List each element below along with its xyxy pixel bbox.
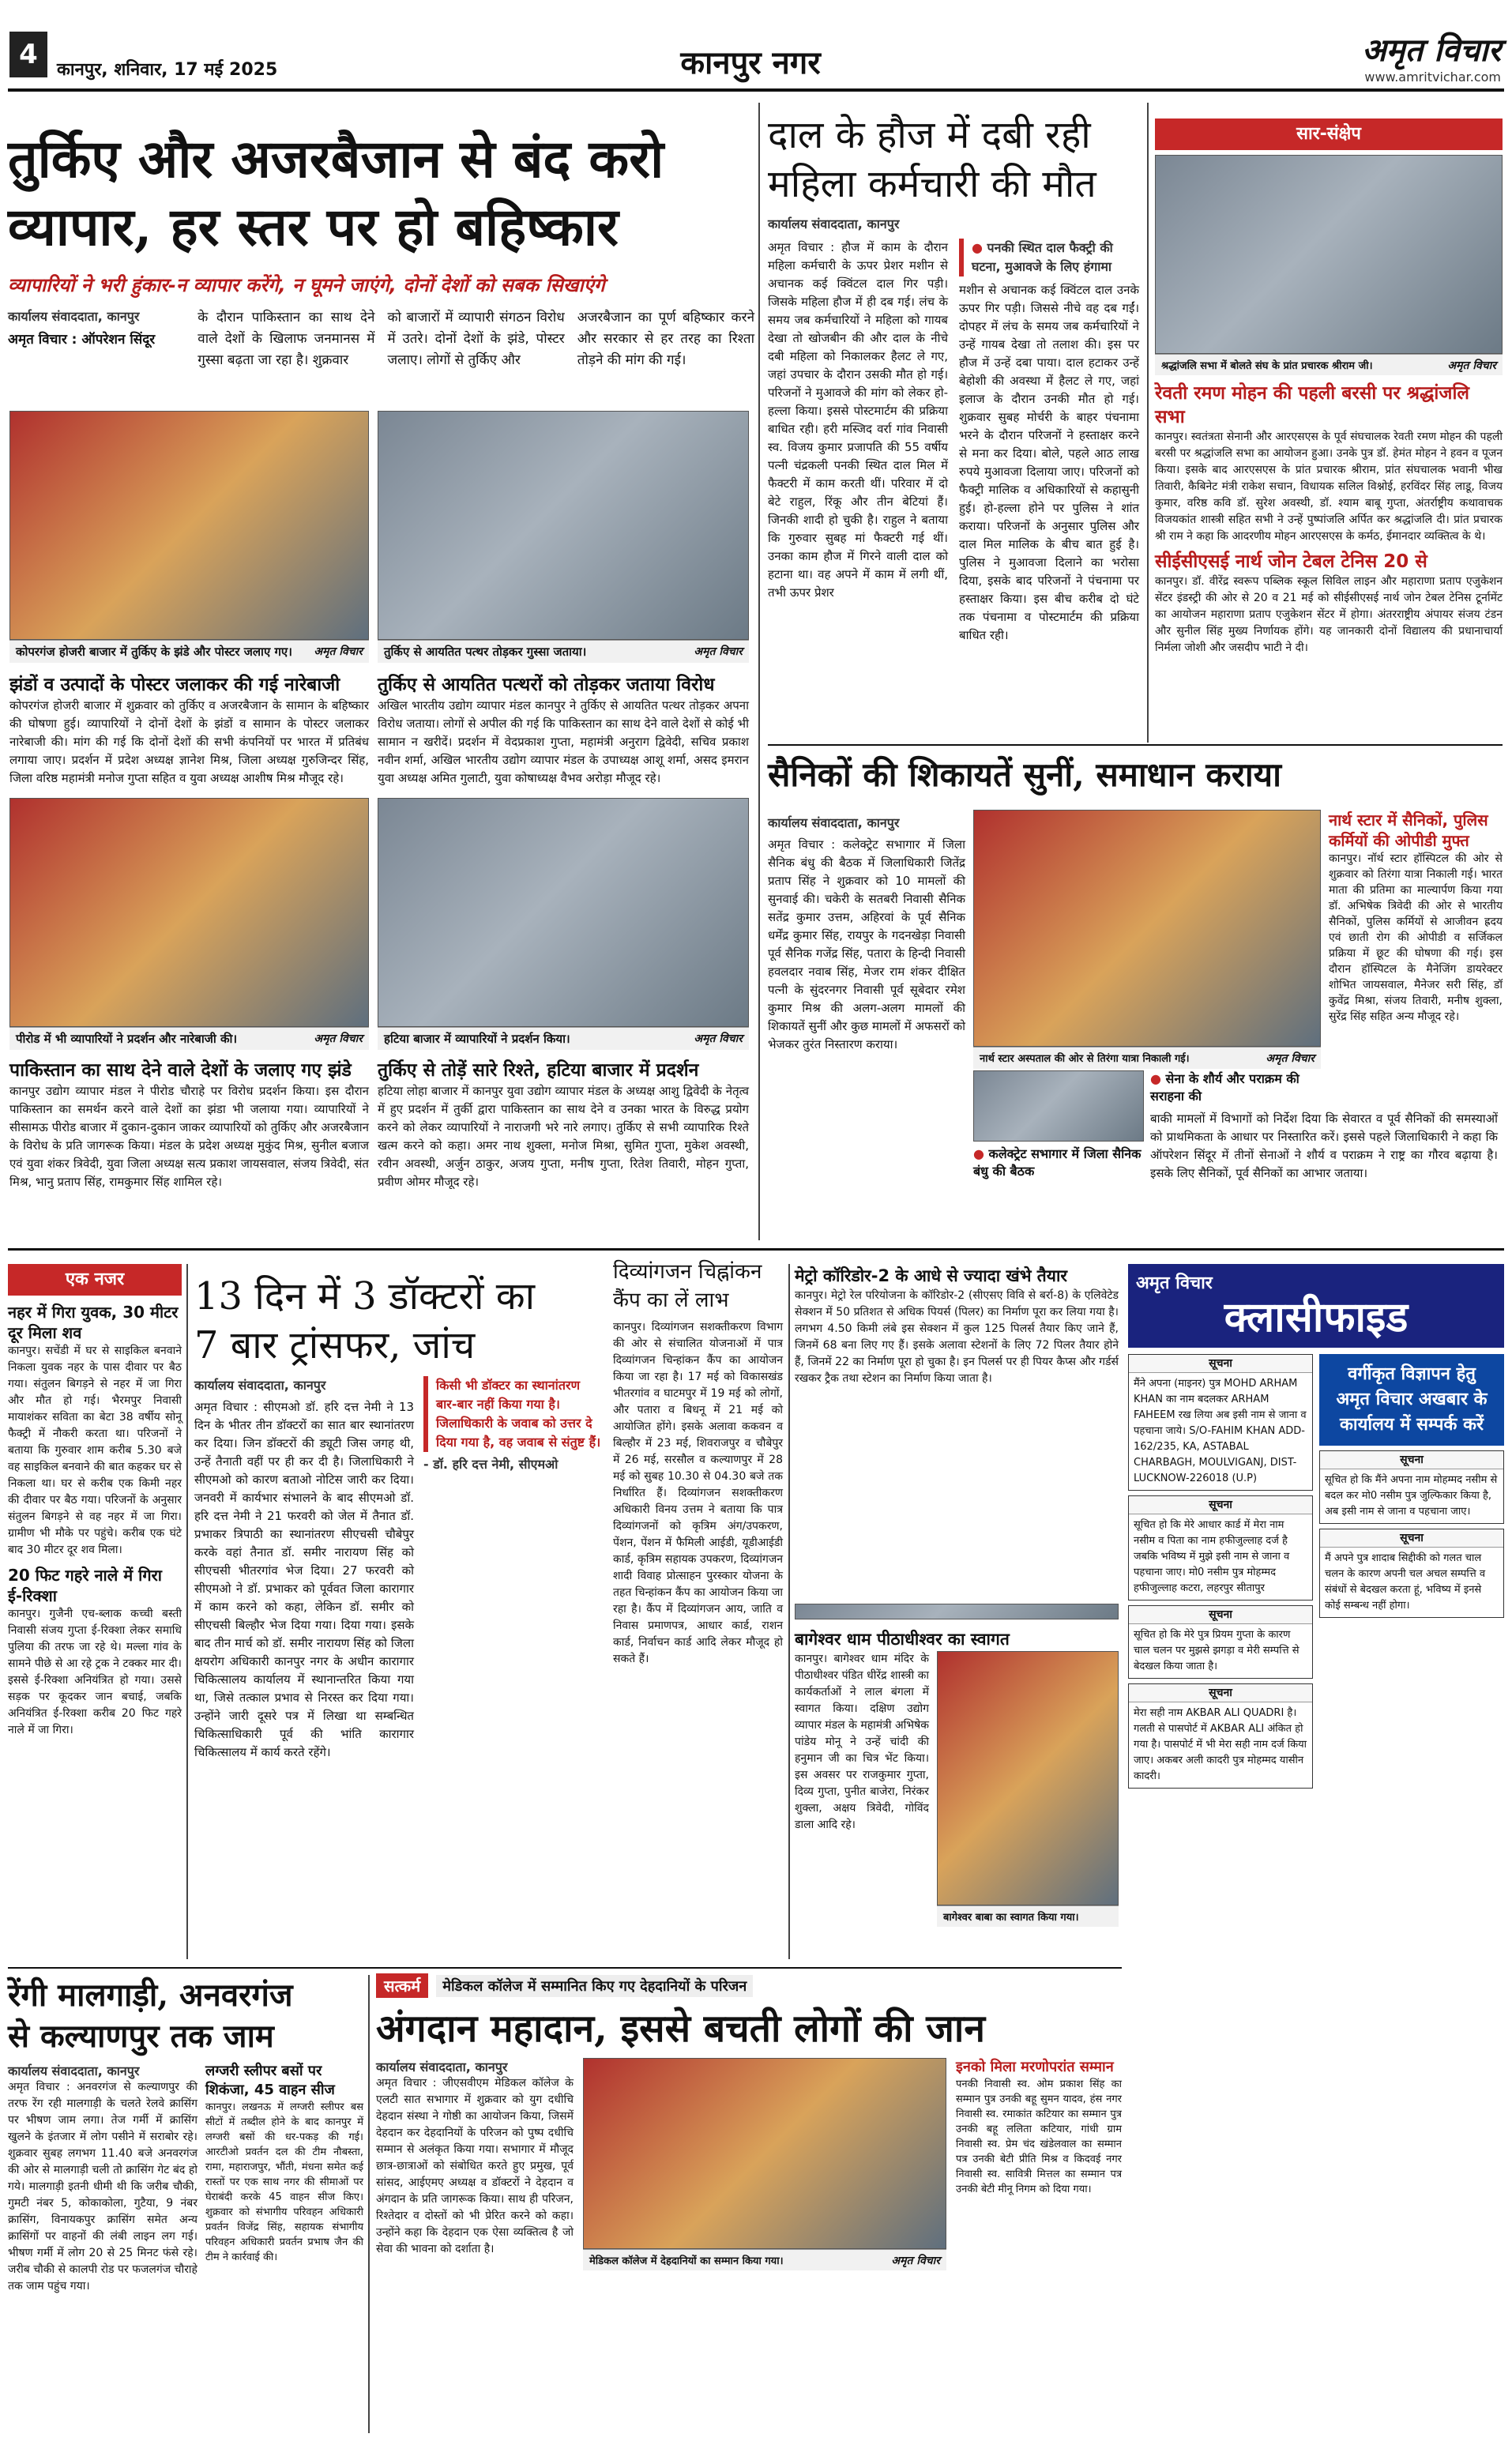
classified-notice: सूचना मैंने अपना (माइनर) पुत्र MOHD ARHAM KHAN का नाम बदलकर ARHAM FAHEEM रख लिया अब इसी नाम से जाना व पहचाना जाये। S/O-FAHIM KHAN ADD-162/235, KA, ASTABAL CHARBAGH, MOULVIGANJ, DIST-LUCKNOW-226018 (U.P) [1128,1354,1313,1491]
turkey-col3: को बाजारों में व्यापारी संगठन विरोध में उतरे। दोनों देशों के झंडे, पोस्टर जलाए। लोगों से तुर्किए और [387,310,565,368]
column-divider [788,1264,790,1959]
photo-sainik-bandhu-meeting [973,1070,1144,1142]
photo-shraddhanjali [1155,155,1503,354]
angdaan-story [376,1973,1122,2441]
photo-peerroad-caption: अमृत विचार पीरोड में भी व्यापारियों ने प्रदर्शन और नारेबाजी की। [9,1027,369,1050]
angdaan-text: अमृत विचार : जीएसवीएम मेडिकल कॉलेज के एलटी सात सभागार में शुक्रवार को युग दधीचि देहदान संस्था ने गोष्ठी का आयोजन किया, जिसमें देहदान कर देहदानियों के परिजन को पुष्प दधीचि सम्मान से अलंकृत किया गया। सभागार में मौजूद छात्र-छात्राओं को संबोधित करते हुए प्रमुख, पूर्व सांसद, आईएमए अध्यक्ष व डॉक्टरों ने देहदान व अंगदान के प्रति जागरूक किया। साथ ही परिजन, रिश्तेदार व दोस्तों को भी प्रेरित करने को कहा। उन्होंने कहा कि देहदान एक ऐसा व्यक्तित्व है जो सेवा की भावना को दर्शाता है। [376,2077,574,2255]
sainik-headline: सैनिकों की शिकायतें सुनीं, समाधान कराया [768,755,1281,794]
bageshwar-story [795,1627,1119,1959]
ek-nazar-item1-title: नहर में गिरा युवक, 30 मीटर दूर मिला शव [8,1303,179,1342]
ek-nazar-head: एक नजर [8,1264,182,1296]
turkey-col2: के दौरान पाकिस्तान का साथ देने वाले देशों के खिलाफ जनमानस में गुस्सा बढ़ता जा रहा है। शुक्रवार [197,310,375,368]
malgadi-headline-2: से कल्याणपुर तक जाम [8,2018,274,2055]
classified-notice: सूचना सूचित हो कि मेरे आधार कार्ड में मेरा नाम नसीम व पिता का नाम हफीजुल्लाह दर्ज है जबकि भविष्य में मुझे इसी नाम से जाना व पहचाना जाए। मो0 नसीम पुत्र मोहम्मद हफीजुल्लाह कटरा, लहरपुर सीतापुर [1128,1495,1313,1601]
dal-pull-quote: ● पनकी स्थित दाल फैक्ट्री की घटना, मुआवजे के लिए हंगामा [959,239,1139,276]
dal-text-1: अमृत विचार : हौज में काम के दौरान महिला कर्मचारी के ऊपर प्रेशर मशीन से अचानक कई क्विंटल दाल गिर पड़ी। जिसके महिला हौज में ही दब गई। लंच के समय जब कर्मचारियों ने महिला को गायब देखा तो खोजबीन की और दाल के नीचे दबी महिला को निकालकर हैलट ले गए, जहां उपचार के दौरान उसकी मौत हो गई। परिजनों ने मुआवजे की मांग को लेकर हो-हल्ला किया। इससे पोस्टमार्टम की प्रक्रिया बाधित रही। हरी मस्जिद वर्रा गांव निवासी स्व. विजय कुमार प्रजापति की 55 वर्षीय पत्नी चंद्रकली पनकी स्थित दाल मिल में फैक्टरी में काम करती थीं। परिवार में दो बेटे राहुल, रिंकू और तीन बेटियां हैं। जिनकी शादी हो चुकी है। राहुल ने बताया कि गुरुवार सुबह मां फैक्टरी गई थीं। उनका काम हौज में गिरने वाली दाल को हटाना था। वह अपने में काम में लगी थीं, तभी ऊपर प्रेशर [768,240,948,600]
dal-headline-2: महिला कर्मचारी की मौत [768,162,1096,206]
sainik-byline: कार्यालय संवाददाता, कानपुर [768,815,900,830]
classified-notice: सूचना सूचित हो कि मैंने अपना नाम मोहम्मद नसीम से बदल कर मो0 नसीम पुत्र जुल्फिकार किया है, अब इसी नाम से जाना व पहचाना जाए। [1319,1450,1504,1524]
sub4-text: हटिया लोहा बाजार में कानपुर युवा उद्योग व्यापार मंडल के अध्यक्ष आशु द्विवेदी के नेतृत्व में हुए प्रदर्शन में तुर्की द्वारा पाकिस्तान का साथ देने व उनका भारत के विरुद्ध प्रयोग करने को लेकर व्यापारियों ने नाराजगी भरे नारे लगाए। तुर्किए से सभी व्यापारिक रिश्ते खत्म करने को कहा। अमर नाथ शुक्ला, मनोज मिश्रा, सुमित गुप्ता, मुकेश अवस्थी, रवीन अवस्थी, अर्जुन ठाकुर, अजय गुप्ता, मनीष गुप्ता, रितेश तिवारी, मोहन गुप्ता, प्रवीण ओमर मौजूद रहे। [378,1084,749,1189]
turkey-lead: अमृत विचार : ऑपरेशन सिंदूर [8,332,156,348]
divyang-story [613,1248,783,1959]
photo-stone-break-caption: अमृत विचार तुर्किए से आयतित पत्थर तोड़कर गुस्सा जताया। [378,640,749,663]
doctors-quote: किसी भी डॉक्टर का स्थानांतरण बार-बार नहीं किया गया है। जिलाधिकारी के जवाब को उत्तर दे दिया गया है, वह जवाब से संतुष्ट हैं। [423,1376,605,1452]
date-line: कानपुर, शनिवार, 17 मई 2025 [57,60,278,80]
saar-head: सार-संक्षेप [1155,118,1503,150]
photo-koparganj-protest [9,411,369,640]
metro-story [795,1264,1119,1596]
brand-url[interactable]: www.amritvichar.com [1364,70,1501,85]
opd-title: नार्थ स्टार में सैनिकों, पुलिस कर्मियों की ओपीडी मुफ्त [1329,811,1488,850]
sub2-text: अखिल भारतीय उद्योग व्यापार मंडल कानपुर ने तुर्किए से आयतित पत्थर तोड़कर अपना विरोध जताया। लोगों से अपील की गई कि पाकिस्तान का साथ देने वाले देशों से कोई भी सामान न खरीदें। प्रदर्शन में वेदप्रकाश गुप्ता, महामंत्री अनुराग द्विवेदी, सचिव प्रकाश नवीन शर्मा, अखिल भारतीय उद्योग व्यापार मंडल के उपाध्यक्ष आशू शर्मा, असद इमरान युवा अध्यक्ष अमित गुलाटी, युवा कोषाध्यक्ष वैभव अरोड़ा मौजूद रहे। [378,698,749,785]
malgadi-headline-1: रेंगी मालगाड़ी, अनवरगंज [8,1977,293,2014]
angdaan-tag: सत्कर्म [376,1973,428,1998]
saar-sankshep [1155,118,1503,743]
classified-notice: सूचना सूचित हो कि मेरे पुत्र प्रियम गुप्ता के कारण चाल चलन पर मुझसे झगड़ा व मेरी सम्पत्ति से बेदखल किया जाता है। [1128,1605,1313,1679]
doctors-story [194,1272,605,1967]
opd-text: कानपुर। नॉर्थ स्टार हॉस्पिटल की ओर से शुक्रवार को तिरंगा यात्रा निकाली गई। भारत माता की प्रतिमा का माल्यार्पण किया गया डॉ. अभिषेक त्रिवेदी की ओर से भारतीय सैनिकों, पुलिस कर्मियों से आजीवन ह्रदय एवं छाती रोग की ओपीडी व सर्जिकल प्रक्रिया में छूट की घोषणा की गई। इस दौरान हॉस्पिटल के मैनेजिंग डायरेक्टर शोभित जायसवाल, मैनेजर सरी सिंह, डॉ कुवेंद्र मिश्रा, संजय तिवारी, मनीष शुक्ला, सुरेंद्र सिंह सहित अन्य मौजूद रहे। [1329,852,1503,1023]
doctors-byline: कार्यालय संवाददाता, कानपुर [194,1378,326,1393]
column-divider [758,103,760,1240]
saar-item2-title: सीईसीएसई नार्थ जोन टेबल टेनिस 20 से [1155,551,1427,572]
metro-headline: मेट्रो कॉरिडोर-2 के आधे से ज्यादा खंभे तैयार [795,1266,1067,1285]
angdaan-byline: कार्यालय संवाददाता, कानपुर [376,2059,508,2074]
photo-hatia-caption: अमृत विचार हटिया बाजार में व्यापारियों ने प्रदर्शन किया। [378,1027,749,1050]
header-rule [8,88,1504,92]
sleeper-bus-text: कानपुर। लखनऊ में लग्जरी स्लीपर बस सीटों में तब्दील होने के बाद कानपुर में लग्जरी बसों की धर-पकड़ की गई। आरटीओ प्रवर्तन दल की टीम नौबस्ता, रामा, महाराजपुर, भौंती, मंधना समेत कई रास्तों पर एक साथ नगर की सीमाओं पर घेराबंदी करके 45 वाहन सीज किए। शुक्रवार को संभागीय परिवहन अधिकारी प्रवर्तन विजेंद्र सिंह, सहायक संभागीय परिवहन अधिकारी प्रवर्तन प्रभाष जैन की टीम ने कार्रवाई की। [205,2101,363,2263]
sub1-text: कोपरगंज होजरी बाजार में शुक्रवार को तुर्किए व अजरबैजान के सामान के बहिष्कार की घोषणा हुई। व्यापारियों ने दोनों देशों के झंडों व सामान के पोस्टर जलाकर नारेबाजी की। मांग की गई कि दोनों देशों की सभी कंपनियों पर भारत में प्रतिबंध लगाया जाए। प्रदर्शन में प्रदेश अध्यक्ष ज्ञानेश मिश्र, जिला अध्यक्ष गुरुजिन्दर सिंह, जिला वरिष्ठ महामंत्री मनोज गुप्ता सहित व युवा अध्यक्ष आशीष मिश्र मौजूद रहे। [9,698,369,785]
opd-photo-caption: अमृत विचार नार्थ स्टार अस्पताल की ओर से तिरंगा यात्रा निकाली गई। [973,1047,1321,1069]
section-rule [8,1967,1122,1969]
photo-metro-pillars [795,1604,1119,1619]
angdaan-kicker: मेडिकल कॉलेज में सम्मानित किए गए देहदानियों के परिजन [436,1975,753,1997]
malgadi-text: अमृत विचार : अनवरगंज से कल्याणपुर की तरफ रेंग रही मालगाड़ी के चलते रेलवे क्रासिंग पर भीषण जाम लगा। तेज गर्मी में क्रासिंग खुलने के इंतजार में लोग पसीने में सराबोर रहे। शुक्रवार सुबह लगभग 11.40 बजे अनवरगंज की ओर से मालगाड़ी चली तो क्रासिंग गेट बंद हो गये। मालगाड़ी इतनी धीमी थी कि जरीब चौकी, गुमटी नंबर 5, कोकाकोला, गुटैया, 9 नंबर क्रासिंग, विनायकपुर क्रासिंग समेत अन्य क्रासिंगों पर वाहनों की लंबी लाइन लग गई। भीषण गर्मी में लोग 20 से 25 मिनट फंसे रहे। जरीब चौकी से कालपी रोड पर फजलगंज चौराहे तक जाम पहुंच गया। [8,2081,197,2293]
metro-text: कानपुर। मेट्रो रेल परियोजना के कॉरिडोर-2 (सीएसए विवि से बर्रा-8) के एलिवेटेड सेक्शन में 50 प्रतिशत से अधिक पियर्स (पिलर) का निर्माण पूरा कर लिया गया है। लगभग 4.50 किमी लंबे इस सेक्शन में कुल 125 पिलर्स तैयार किए जाने हैं, जिनमें 68 बना लिए गए हैं। इसके अलावा स्टेशनों के लिए 72 पिलर तैयार होने हैं, जिनमें 22 का निर्माण पूरा हो चुका है। इन पिलर्स पर ही पियर कैप्स और गर्डर्स रखकर ट्रैक तथा स्टेशन का निर्माण किया जाता है। [795,1289,1119,1385]
saar-item1-text: कानपुर। स्वतंत्रता सेनानी और आरएसएस के पूर्व संघचालक रेवती रमण मोहन की पहली बरसी पर श्रद्धांजलि सभा का आयोजन हुआ। उनके पुत्र डॉ. हेमंत मोहन ने हवन व पूजन किया। इसके बाद आरएसएस के प्रांत प्रचारक श्रीराम, प्रांत संघचालक भवानी भीख तिवारी, कैबिनेट मंत्री राकेश सचान, विधायक सलिल विश्नोई, हरविंदर सिंह लाडू, विजय कुमार, वरिष्ठ कवि डॉ. सुरेश अवस्थी, डॉ. श्याम बाबू गुप्ता, अंतर्राष्ट्रीय कथावाचक विजयकांत शास्त्री सहित सभी ने उन्हें पुष्पांजलि अर्पित कर श्रद्धांजलि दी। प्रांत प्रचारक श्री राम ने कहा कि आदरणीय मोहन आरएसएस के कर्मठ, ईमानदार व्यक्तित्व के थे। [1155,431,1503,543]
ek-nazar-item2-text: कानपुर। गुजैनी एच-ब्लाक कच्ची बस्ती निवासी संजय गुप्ता ई-रिक्शा लेकर समाधि पुलिया की तरफ जा रहे थे। मल्ला गांव के सामने पीछे से आ रहे ट्रक ने टक्कर मार दी। इससे ई-रिक्शा अनियंत्रित हो गया। उससे सड़क पर कूदकर जान बचाई, जबकि अनियंत्रित ई-रिक्शा करीब 20 फिट गहरे नाले में जा गिरा। [8,1608,182,1736]
opd-box [1329,810,1503,1102]
dal-text-2: मशीन से अचानक कई क्विंटल दाल उनके ऊपर गिर पड़ी। जिससे नीचे वह दब गईं। दोपहर में लंच के समय जब कर्मचारियों ने उन्हें गायब देखा तो तलाश की। इस पर हौज में उन्हें दबा पाया। दाल हटाकर उन्हें बेहोशी की अवस्था में हैलट ले गए, जहां इलाज के दौरान उनकी मौत हो गई। शुक्रवार सुबह मोर्चरी के बाहर पंचनामा भरने के दौरान परिजनों ने हस्ताक्षर करने से मना कर दिया। बोले, पहले आठ लाख रुपये मुआवजा दिलाया जाए। परिजनों को फैक्ट्री मालिक व अधिकारियों से कहासुनी हुई। हो-हल्ला होने पर पुलिस ने शांत कराया। परिजनों के अनुसार पुलिस और दाल मिल मालिक के बीच बात हुई है। पुलिस ने मुआवजा दिलाने का भरोसा दिया, इसके बाद परिजनों ने पंचनामा पर हस्ताक्षर किया। इस बीच करीब दो घंटे तक पंचनामा व पोस्टमार्टम की प्रक्रिया बाधित रही। [959,283,1139,642]
photo-hatia-protest [378,798,749,1027]
sub3-title: पाकिस्तान का साथ देने वाले देशों के जलाए गए झंडे [9,1060,352,1081]
sub3-text: कानपुर उद्योग व्यापार मंडल ने पीरोड चौराहे पर विरोध प्रदर्शन किया। इस दौरान पाकिस्तान का समर्थन करने वाले देशों का झंडा भी जलाया गया। व्यापारियों ने सीसामऊ पीरोड बाजार में दुकान-दुकान जाकर व्यापारियों को तुर्किए और अजरबैजान के विरोध के प्रति जागरूक किया। मंडल के प्रदेश अध्यक्ष मुकुंद मिश्र, सुनील बजाज एवं युवा शंकर त्रिवेदी, युवा जिला अध्यक्ष सत्य प्रकाश जायसवाल, संजय त्रिवेदी, संत मिश्र, भानु प्रताप सिंह, रामकुमार सिंह शामिल रहे। [9,1084,369,1189]
turkey-headline-2: व्यापार, हर स्तर पर हो बहिष्कार [8,196,619,258]
sub4-title: तुर्किए से तोड़ें सारे रिश्ते, हटिया बाजार में प्रदर्शन [378,1060,699,1081]
ek-nazar-column [8,1264,182,1975]
turkey-byline: कार्यालय संवाददाता, कानपुर [8,309,140,324]
column-divider [1147,103,1149,743]
sub1-title: झंडों व उत्पादों के पोस्टर जलाकर की गई नारेबाजी [9,675,340,695]
angdaan-photo-caption: अमृत विचार मेडिकल कॉलेज में देहदानियों का सम्मान किया गया। [583,2249,946,2270]
sainik-photo-caption-2: ● सेना के शौर्य और पराक्रम की सराहना की [1150,1070,1321,1105]
sainik-photo-caption: ● कलेक्ट्रेट सभागार में जिला सैनिक बंधु की बैठक [973,1145,1144,1180]
sainik-text-1: अमृत विचार : कलेक्ट्रेट सभागार में जिला सैनिक बंधु की बैठक में जिलाधिकारी जितेंद्र प्रताप सिंह ने शुक्रवार को 10 मामलों की सुनवाई की। चकेरी के सतबरी निवासी सैनिक सतेंद्र कुमार उत्तम, अहिरवां के पूर्व सैनिक धर्मेंद्र कुमार सिंह, रायपुर के गदनखेड़ा निवासी पूर्व सैनिक गजेंद्र सिंह, पतारा के हिन्दी निवासी हवलदार नवाब सिंह, मेजर राम शंकर दीक्षित पत्नी के सुंदरनगर निवासी पूर्व सूबेदार रमेश कुमार मिश्र की अलग-अलग मामलों की शिकायतें सुनीं और कुछ मामलों में अफसरों को भेजकर तुरंत निस्तारण कराया। [768,837,965,1051]
dal-story [768,111,1139,774]
angdaan-headline: अंगदान महादान, इससे बचती लोगों की जान [376,2007,985,2051]
doctors-headline-1: 13 दिन में 3 डॉक्टरों का [194,1274,535,1318]
divyang-headline-1: दिव्यांगजन चिह्नांकन [613,1260,762,1284]
sub-story-flags-burnt [9,673,369,788]
turkey-col4: अजरबैजान का पूर्ण बहिष्कार करने और सरकार से हर तरह का रिश्ता तोड़ने की मांग की गई। [577,310,754,368]
photo-koparganj-caption: अमृत विचार कोपरगंज होजरी बाजार में तुर्किए के झंडे और पोस्टर जलाए गए। [9,640,369,663]
photo-opd-rally [973,810,1321,1047]
classified-title: क्लासीफाइड [1224,1294,1409,1341]
classified-notice: सूचना मैं अपने पुत्र शादाब सिद्दीकी को गलत चाल चलन के कारण अपनी चल अचल सम्पत्ति व संबंधों से बेदखल करता हूं, भविष्य में इनसे कोई सम्बन्ध नहीं होगा। [1319,1529,1504,1618]
brand-logo[interactable]: अमृत विचार [1362,32,1501,69]
column-divider [186,1264,188,1959]
doctors-quote-attr: - डॉ. हरि दत्त नेमी, सीएमओ [423,1457,559,1472]
doctors-text: अमृत विचार : सीएमओ डॉ. हरि दत्त नेमी ने 13 दिन के भीतर तीन डॉक्टरों का सात बार स्थानांतरण कर दिया। जिन डॉक्टरों की ड्यूटी जिस जगह थी, उन्हें तैनाती वहीं पर ही कर दी है। जिलाधिकारी ने सीएमओ को कारण बताओ नोटिस जारी कर दिया। जनवरी में कार्यभार संभालने के बाद सीएमओ डॉ. हरि दत्त नेमी ने 21 फरवरी को जेल में तैनात डॉ. प्रभाकर त्रिपाठी का स्थानांतरण सीएचसी चौबेपुर करके वहां तैनात डॉ. समीर नारायण सिंह को सीएचसी भीतरगांव भेज दिया। 27 फरवरी को सीएमओ ने डॉ. प्रभाकर को पूर्ववत जिला कारागार में काम करने को कहा, लेकिन डॉ. समीर को सीएचसी बिल्हौर भेज दिया गया। दिया गया। इसके बाद तीन मार्च को डॉ. समीर नारायण सिंह को जिला क्षयरोग अधिकारी कानपुर नगर के अधीन कारागार चिकित्सालय कार्यालय में स्थानान्तरित किया गया था, जिसे तत्काल प्रभाव से निरस्त कर दिया गया। उन्होंने जारी दूसरे पत्र में लिखा था सम्बन्धित चिकित्साधिकारी पूर्व की भांति कारागार चिकित्सालय में कार्य करते रहेंगे। [194,1400,414,1759]
bageshwar-text: कानपुर। बागेश्वर धाम मंदिर के पीठाधीश्वर पंडित धीरेंद्र शास्त्री का कार्यकर्ताओं ने लाल बंगला में स्वागत किया। दक्षिण उद्योग व्यापार मंडल के महामंत्री अभिषेक पांडेय मोनू ने उन्हें चांदी की हनुमान जी का चित्र भेंट किया। इस अवसर पर राजकुमार गुप्ता, दिव्य गुप्ता, पुनीत बाजेरा, निरंकर शुक्ला, अक्षय त्रिवेदी, गोविंद डाला आदि रहे। [795,1653,929,1831]
photo-bageshwar-welcome [937,1651,1119,1905]
section-rule [768,744,1503,746]
dal-byline: कार्यालय संवाददाता, कानपुर [768,216,900,231]
ek-nazar-item2-title: 20 फिट गहरे नाले में गिरा ई-रिक्शा [8,1566,162,1605]
photo-peerroad-protest [9,798,369,1027]
classified-notice: सूचना मेरा सही नाम AKBAR ALI QUADRI है। गलती से पासपोर्ट में AKBAR ALI अंकित हो गया है। पासपोर्ट में भी मेरा सही नाम दर्ज किया जाए। अकबर अली कादरी पुत्र मोहम्मद यासीन कादरी। [1128,1683,1313,1789]
column-divider [368,1975,370,2433]
divyang-text: कानपुर। दिव्यांगजन सशक्तीकरण विभाग की ओर से संचालित योजनाओं में पात्र दिव्यांगजन चिन्हांकन कैंप का आयोजन किया जा रहा है। 17 मई को विकासखंड भीतरगांव व घाटमपुर में 19 मई को लोगों, और पतारा व बिधनू में 21 मई को आयोजित होंगे। इसके अलावा ककवन व बिल्हौर में 23 मई, शिवराजपुर व चौबेपुर में 26 मई, सरसौल व कल्याणपुर में 28 मई को सुबह 10.30 से 04.30 बजे तक निर्धारित हैं। दिव्यांगजन सशक्तीकरण अधिकारी विनय उत्तम ने बताया कि पात्र दिव्यांगजनों को कृत्रिम अंग/उपकरण, पेंशन, पेंशन में फैमिली आईडी, यूडीआईडी कार्ड, कृत्रिम सहायक उपकरण, दिव्यांगजन शादी विवाह प्रोत्साहन पुरस्कार योजना के तहत चिन्हांकन कैंप का आयोजन किया जा रहा है। कैंप में दिव्यांगजन आय, जाति व निवास प्रमाणपत्र, आधार कार्ड, राशन कार्ड, निर्वाचन कार्ड आदि लेकर मौजूद हो सकते हैं। [613,1321,783,1665]
sainik-story [768,814,965,1185]
photo-dehdaan-honour [583,2058,946,2249]
sub2-title: तुर्किए से आयतित पत्थरों को तोड़कर जताया विरोध [378,675,715,695]
turkey-headline-1: तुर्किए और अजरबैजान से बंद करो [8,128,664,190]
photo-credit: अमृत विचार [314,645,363,658]
page-number: 4 [9,32,47,77]
angdaan-side-text: पनकी निवासी स्व. ओम प्रकाश सिंह का सम्मान पुत्र उनकी बहू सुमन यादव, हंस नगर निवासी स्व. रमाकांत कटियार का सम्मान पुत्र उनकी बहू ललिता कटियार, गांधी ग्राम निवासी स्व. प्रेम चंद खंडेलवाल का सम्मान पत्र उनकी बेटी प्रीति मिश्र व किदवई नगर निवासी स्व. सावित्री मित्तल का सम्मान पत्र उनकी बेटी मीनू निगम को दिया गया। [956,2078,1122,2195]
malgadi-byline: कार्यालय संवाददाता, कानपुर [8,2063,140,2078]
dal-headline-1: दाल के हौज में दबी रही [768,113,1091,157]
section-title: कानपुर नगर [680,45,821,81]
saar-photo-caption: अमृत विचार श्रद्धांजलि सभा में बोलते संघ के प्रांत प्रचारक श्रीराम जी। [1155,354,1503,375]
sub-story-stones [378,673,749,788]
bageshwar-headline: बागेश्वर धाम पीठाधीश्वर का स्वागत [795,1630,1010,1649]
ek-nazar-item1-text: कानपुर। सचेंडी में घर से साइकिल बनवाने निकला युवक नहर के पास दीवार पर बैठ गया। संतुलन बिगड़ने से नहर में जा गिरा और मौत हो गई। भैरमपुर निवासी मायाशंकर सविता का बेटा 38 वर्षीय सोनू फैक्ट्री में नौकरी करता था। परिजनों ने बताया कि गुरुवार शाम करीब 5.30 बजे वह साइकिल बनवाने की बात कहकर घर से निकला था। घर से करीब एक किमी नहर की दीवार पर बैठ गया। परिजनों के अनुसार संतुलन बिगड़ने से वह नहर में जा गिरा। ग्रामीण भी मौके पर पहुंचे। करीब एक घंटे बाद 30 मीटर दूर शव मिला। [8,1345,182,1556]
saar-item2-text: कानपुर। डॉ. वीरेंद्र स्वरूप पब्लिक स्कूल सिविल लाइन और महाराणा प्रताप एजुकेशन सेंटर इंडस्ट्री की ओर से 20 व 21 मई को सीईसीएसई नार्थ जोन टेबल टेनिस टूर्नामेंट का आयोजन महाराणा प्रताप एजुकेशन सेंटर में होगा। अंतरराष्ट्रीय अंपायर संजय टंडन और सुनील सिंह मुख्य निर्णायक होंगे। यह जानकारी दोनों विद्यालय की प्रधानाचार्या निर्मला जोशी और जसदीप भाटी ने दी। [1155,575,1503,654]
photo-stone-break-protest [378,411,749,640]
saar-item1-title: रेवती रमण मोहन की पहली बरसी पर श्रद्धांजलि सभा [1155,383,1469,427]
sub-story-hatia [378,1059,749,1191]
malgadi-story [8,1975,363,2441]
sleeper-bus-title: लग्जरी स्लीपर बसों पर शिकंजा, 45 वाहन सीज [205,2063,335,2098]
bageshwar-photo-caption: बागेश्वर बाबा का स्वागत किया गया। [937,1905,1119,1927]
divyang-headline-2: कैंप का लें लाभ [613,1288,729,1312]
classified-brand: अमृत विचार [1136,1273,1213,1293]
sub-story-peerroad [9,1059,369,1191]
sainik-text-2: बाकी मामलों में विभागों को निर्देश दिया कि सेवारत व पूर्व सैनिकों की समस्याओं को प्राथमिकता के आधार पर निस्तारित करें। इससे पहले जिलाधिकारी ने कहा कि ऑपरेशन सिंदूर में तीनों सेनाओं ने शौर्य व पराक्रम ने राष्ट्र का गौरव बढ़ाया है। इसके लिए सैनिकों, पूर्व सैनिकों का आभार जताया। [1150,1112,1498,1180]
turkey-deck: व्यापारियों ने भरी हुंकार-न व्यापार करेंगे, न घूमने जाएंगे, दोनों देशों को सबक सिखाएंगे [8,274,605,296]
classified-promo: वर्गीकृत विज्ञापन हेतु अमृत विचार अखबार के कार्यालय में सम्पर्क करें [1319,1354,1504,1446]
classified-section [1128,1264,1504,2441]
angdaan-side-title: इनको मिला मरणोपरांत सम्मान [956,2059,1114,2075]
doctors-headline-2: 7 बार ट्रांसफर, जांच [194,1323,476,1367]
